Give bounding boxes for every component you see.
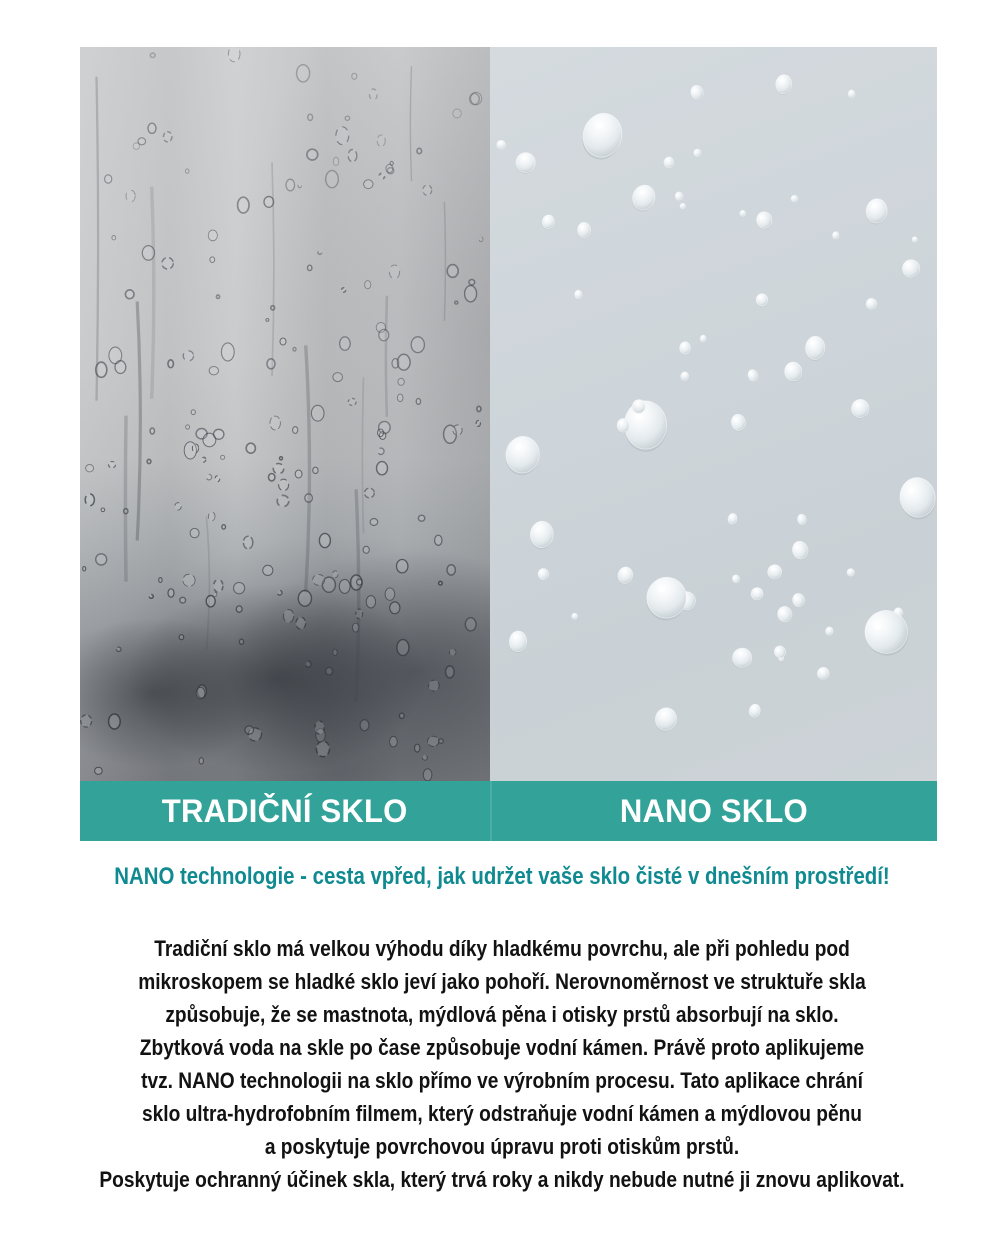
paragraph-line: mikroskopem se hladké sklo jeví jako pohoří. Nerovnoměrnost ve struktuře skla [138, 969, 866, 994]
traditional-drops-svg [80, 47, 490, 781]
traditional-glass-photo [80, 47, 490, 781]
paragraph-line: sklo ultra-hydrofobním filmem, který odstraňuje vodní kámen a mýdlovou pěnu [141, 1101, 863, 1126]
nano-glass-label: NANO SKLO [619, 792, 808, 829]
paragraph-line: Zbytková voda na skle po čase způsobuje vodní kámen. Právě proto aplikujeme [139, 1035, 865, 1060]
paragraph-line: a poskytuje povrchovou úpravu proti otiskům prstů. [264, 1134, 740, 1159]
comparison-banner [80, 781, 937, 841]
glass-comparison-figure [80, 47, 937, 841]
paragraph-line: Tradiční sklo má velkou výhodu díky hladkému povrchu, ale při pohledu pod [154, 936, 850, 961]
body-paragraph [65, 932, 938, 1196]
paragraph-line: tvz. NANO technologii na sklo přímo ve výrobním procesu. Tato aplikace chrání [141, 1068, 863, 1093]
nano-glass-photo [490, 47, 937, 781]
paragraph-line: způsobuje, že se mastnota, mýdlová pěna i otisky prstů absorbují na sklo. [165, 1002, 839, 1027]
traditional-banner-cell [80, 781, 490, 841]
nano-banner-cell [490, 781, 937, 841]
headline: NANO technologie - cesta vpřed, jak udržet vaše sklo čisté v dnešním prostředí! [114, 863, 890, 890]
traditional-glass-label: TRADIČNÍ SKLO [162, 792, 408, 829]
photos-row [80, 47, 937, 781]
nano-drops-svg [490, 47, 937, 781]
paragraph-line: Poskytuje ochranný účinek skla, který trvá roky a nikdy nebude nutné ji znovu aplikovat. [99, 1167, 905, 1192]
